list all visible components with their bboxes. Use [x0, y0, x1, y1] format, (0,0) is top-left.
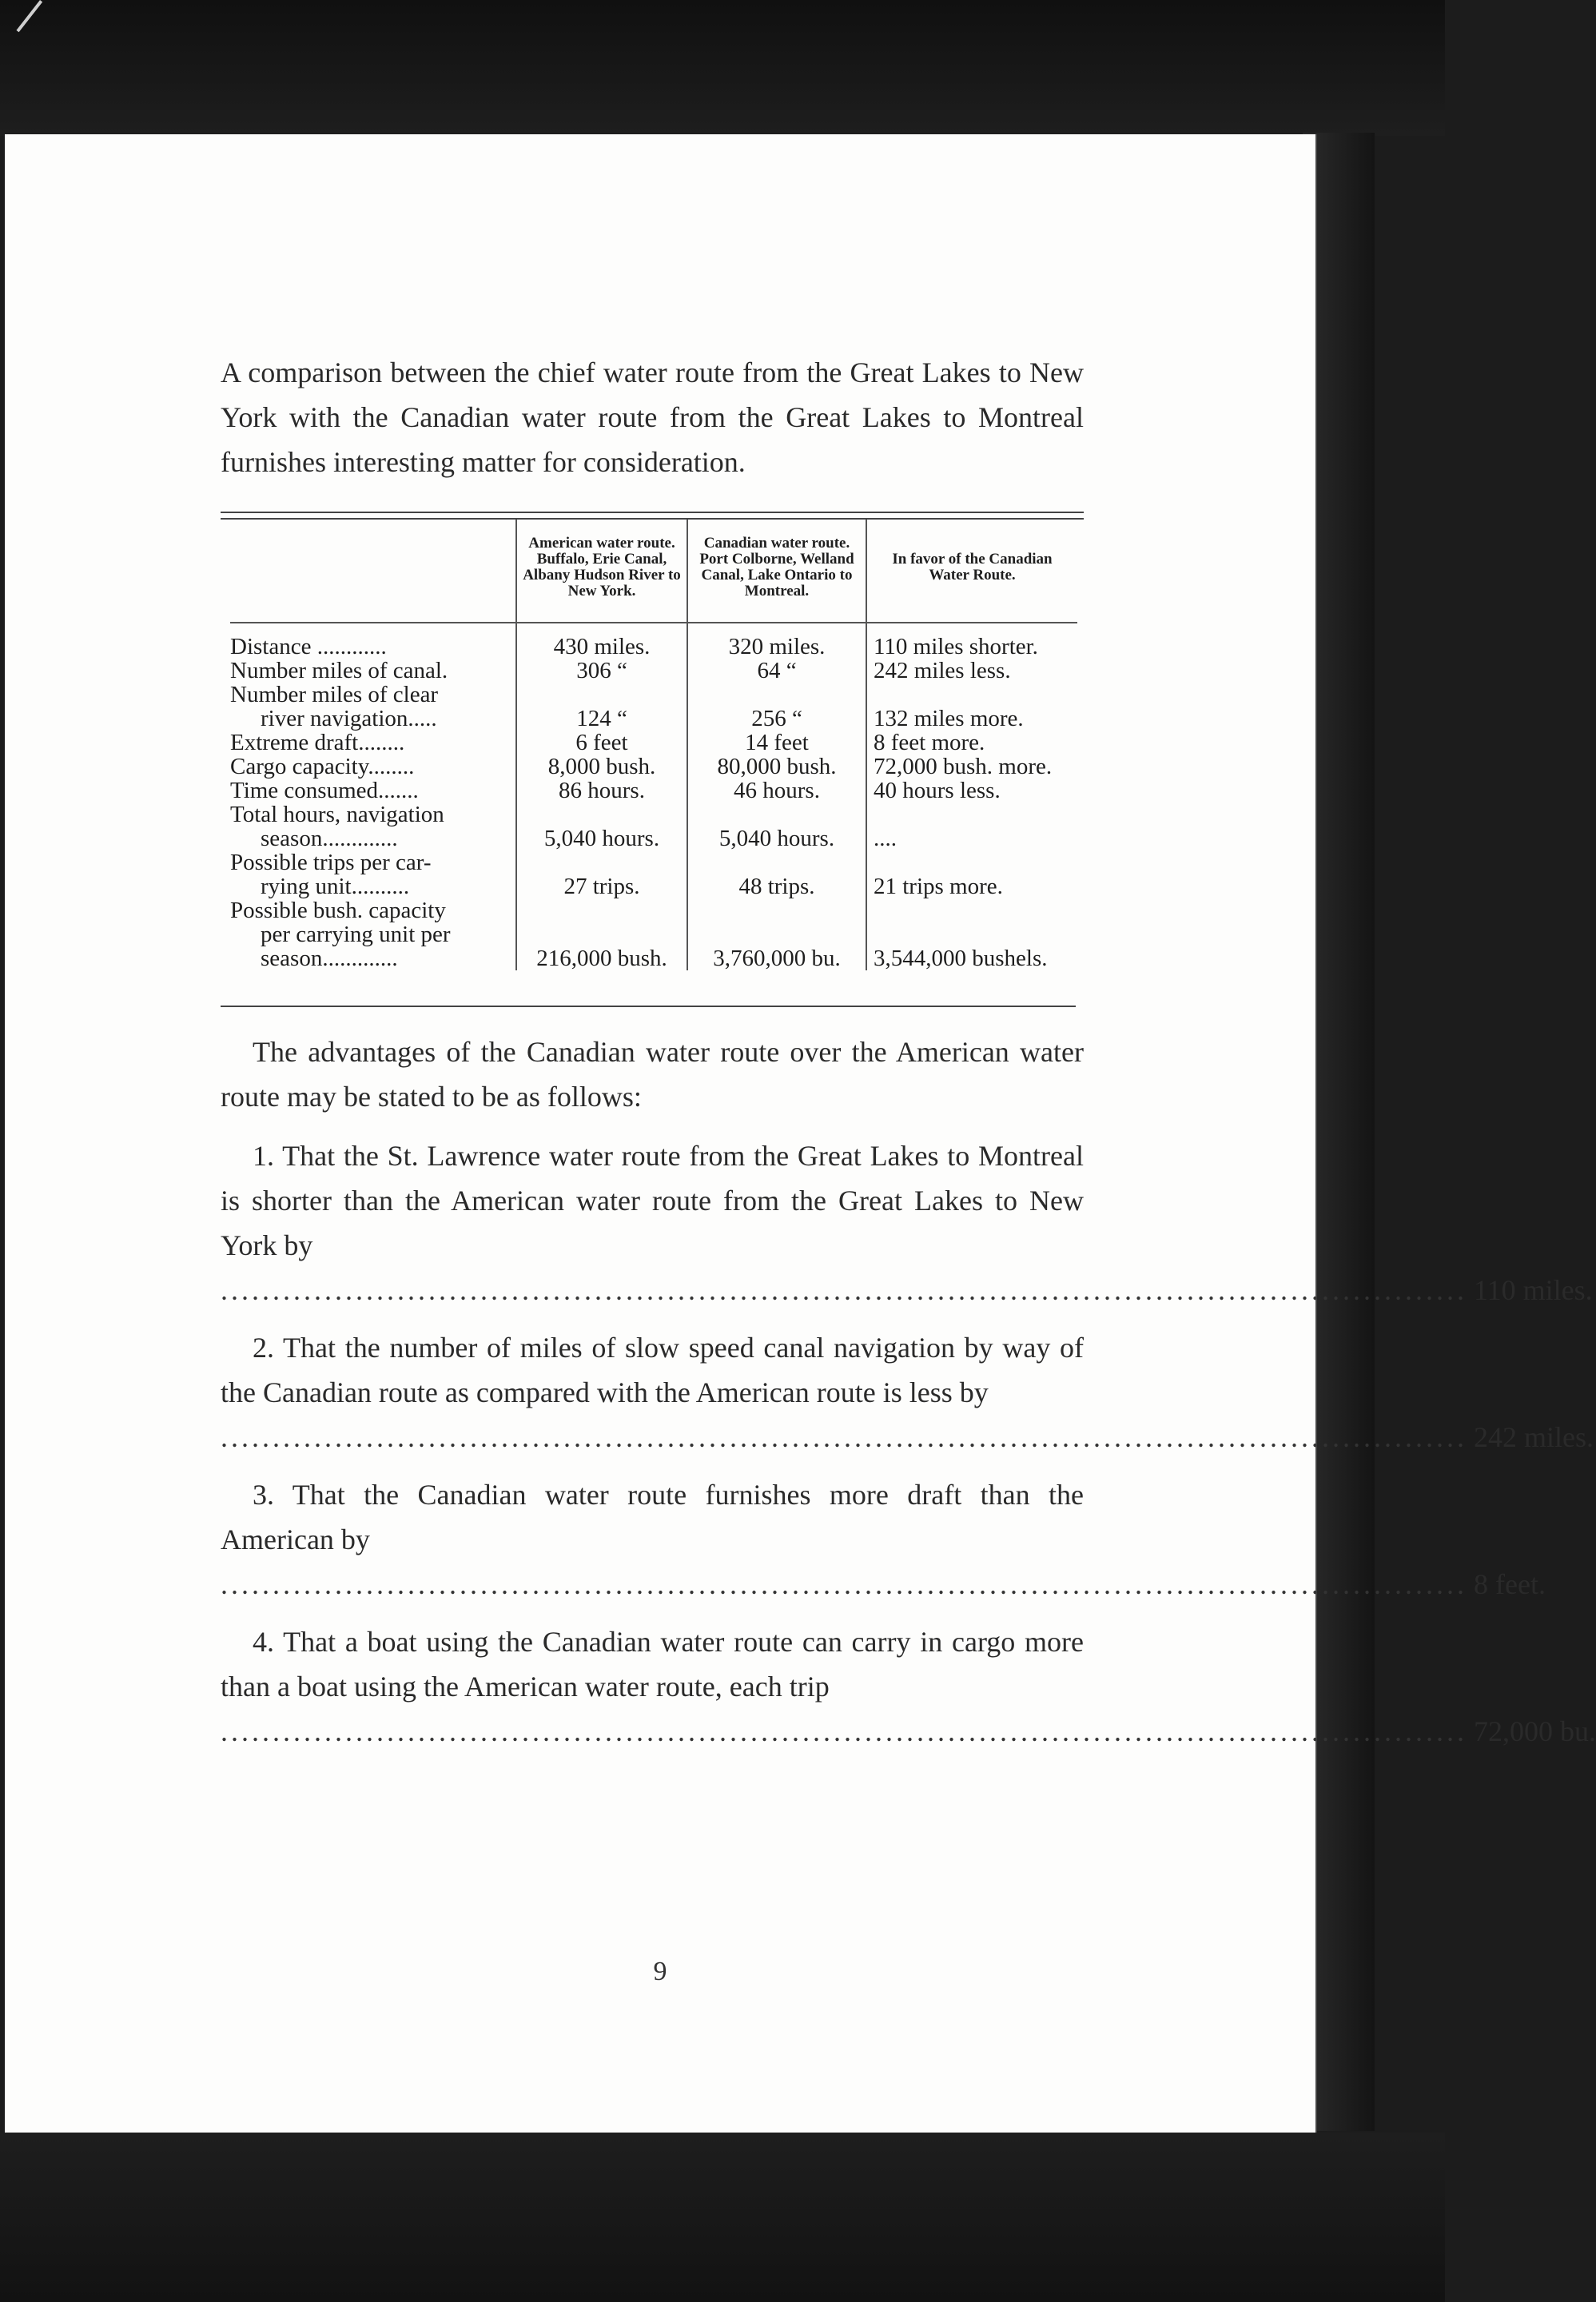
row-label-line: Cargo capacity........ [230, 754, 415, 779]
table-row [230, 850, 1077, 898]
row-label-line: Extreme draft........ [230, 730, 405, 755]
in-favor-value: 8 feet more. [866, 731, 1077, 755]
dot-leader: ........................................................................................................................ [221, 1715, 1467, 1747]
row-label [230, 779, 516, 803]
item-number: 1. [253, 1140, 274, 1172]
row-label [230, 803, 516, 850]
row-label [230, 623, 516, 659]
header-blank [230, 520, 516, 623]
row-label [230, 659, 516, 683]
item-text: That the Canadian water route furnishes more draft than the American by [221, 1479, 1084, 1555]
item-leader-line [221, 1415, 1594, 1460]
advantages-intro: The advantages of the Canadian water route over the American water route may be stated to be as follows: [221, 1036, 1084, 1113]
canadian-route-value: 64 “ [687, 659, 866, 683]
in-favor-value: 242 miles less. [866, 659, 1077, 683]
advantage-item [221, 1133, 1593, 1312]
table-top-rule [221, 512, 1084, 520]
row-label-line: per carrying unit per [261, 922, 451, 947]
in-favor-value: 72,000 bush. more. [866, 755, 1077, 779]
dot-leader: ........................................................................................................................ [221, 1421, 1467, 1453]
american-route-value: 124 “ [516, 683, 687, 731]
in-favor-value: 3,544,000 bushels. [866, 898, 1077, 970]
intro-paragraph: A comparison between the chief water route from the Great Lakes to New York with the Canadian water route from the Great Lakes to Montreal furnishes interesting matter for consideration. [221, 356, 1084, 478]
table-row [230, 623, 1077, 659]
table-header-row [230, 520, 1077, 623]
row-label [230, 755, 516, 779]
row-label-line: season............. [261, 826, 398, 851]
canadian-route-value: 5,040 hours. [687, 803, 866, 850]
in-favor-value: 40 hours less. [866, 779, 1077, 803]
table-row [230, 755, 1077, 779]
row-label-line: season............. [261, 946, 398, 971]
advantages-section [221, 1030, 1596, 1754]
item-text: That a boat using the Canadian water route can carry in cargo more than a boat using the American water route, each trip [221, 1626, 1084, 1703]
row-label [230, 683, 516, 731]
canadian-route-value: 14 feet [687, 731, 866, 755]
row-label-line: rying unit.......... [261, 874, 410, 899]
row-label-line: Possible trips per car- [230, 850, 432, 875]
canadian-route-value: 46 hours. [687, 779, 866, 803]
canadian-route-value: 3,760,000 bu. [687, 898, 866, 970]
american-route-value: 216,000 bush. [516, 898, 687, 970]
item-number: 3. [253, 1479, 274, 1511]
item-leader-line [221, 1709, 1596, 1754]
american-route-value: 86 hours. [516, 779, 687, 803]
scan-border-top [0, 0, 1445, 136]
scan-border-bottom [0, 2133, 1445, 2302]
item-amount: 242 miles. [1474, 1421, 1594, 1453]
table-row [230, 898, 1077, 970]
item-amount: 72,000 bu. [1474, 1715, 1596, 1747]
in-favor-value: 21 trips more. [866, 850, 1077, 898]
canadian-route-value: 48 trips. [687, 850, 866, 898]
header-american-route: American water route. Buffalo, Erie Canal, Albany Hudson River to New York. [516, 520, 687, 623]
row-label-line: river navigation..... [261, 706, 437, 731]
american-route-value: 5,040 hours. [516, 803, 687, 850]
item-amount: 8 feet. [1474, 1568, 1546, 1600]
page-number: 9 [653, 1957, 667, 1986]
american-route-value: 430 miles. [516, 623, 687, 659]
advantage-item [221, 1325, 1594, 1460]
row-label-line: Possible bush. capacity [230, 898, 446, 923]
table-row [230, 779, 1077, 803]
row-label-line: Number miles of clear [230, 682, 439, 707]
table-row [230, 731, 1077, 755]
item-text: That the St. Lawrence water route from the Great Lakes to Montreal is shorter than the American water route from the Great Lakes to New York by [221, 1140, 1084, 1261]
advantage-item [221, 1619, 1596, 1754]
item-number: 2. [253, 1332, 274, 1364]
table-row [230, 683, 1077, 731]
table-bottom-rule [221, 1006, 1076, 1007]
dot-leader: ........................................................................................................................ [221, 1274, 1467, 1306]
route-comparison-table [230, 520, 1077, 970]
american-route-value: 27 trips. [516, 850, 687, 898]
row-label-line: Number miles of canal. [230, 658, 448, 683]
book-page [5, 134, 1596, 2133]
page-content [221, 350, 1596, 1766]
header-canadian-route: Canadian water route. Port Colborne, Welland Canal, Lake Ontario to Montreal. [687, 520, 866, 623]
row-label [230, 731, 516, 755]
header-in-favor: In favor of the Canadian Water Route. [866, 520, 1077, 623]
advantage-item [221, 1472, 1546, 1607]
item-number: 4. [253, 1626, 274, 1658]
row-label-line: Total hours, navigation [230, 802, 444, 827]
canadian-route-value: 320 miles. [687, 623, 866, 659]
row-label [230, 898, 516, 970]
table-row [230, 659, 1077, 683]
row-label-line: Distance ............ [230, 634, 387, 659]
american-route-value: 306 “ [516, 659, 687, 683]
american-route-value: 8,000 bush. [516, 755, 687, 779]
dot-leader: ........................................................................................................................ [221, 1568, 1467, 1600]
row-label-line: Time consumed....... [230, 778, 419, 803]
canadian-route-value: 80,000 bush. [687, 755, 866, 779]
in-favor-value: 110 miles shorter. [866, 623, 1077, 659]
item-leader-line [221, 1268, 1593, 1312]
item-leader-line [221, 1562, 1546, 1607]
advantages-list [221, 1133, 1596, 1754]
canadian-route-value: 256 “ [687, 683, 866, 731]
table-row [230, 803, 1077, 850]
in-favor-value: .... [866, 803, 1077, 850]
in-favor-value: 132 miles more. [866, 683, 1077, 731]
item-amount: 110 miles. [1474, 1274, 1593, 1306]
item-text: That the number of miles of slow speed canal navigation by way of the Canadian route as compared with the American route is less by [221, 1332, 1085, 1408]
american-route-value: 6 feet [516, 731, 687, 755]
row-label [230, 850, 516, 898]
